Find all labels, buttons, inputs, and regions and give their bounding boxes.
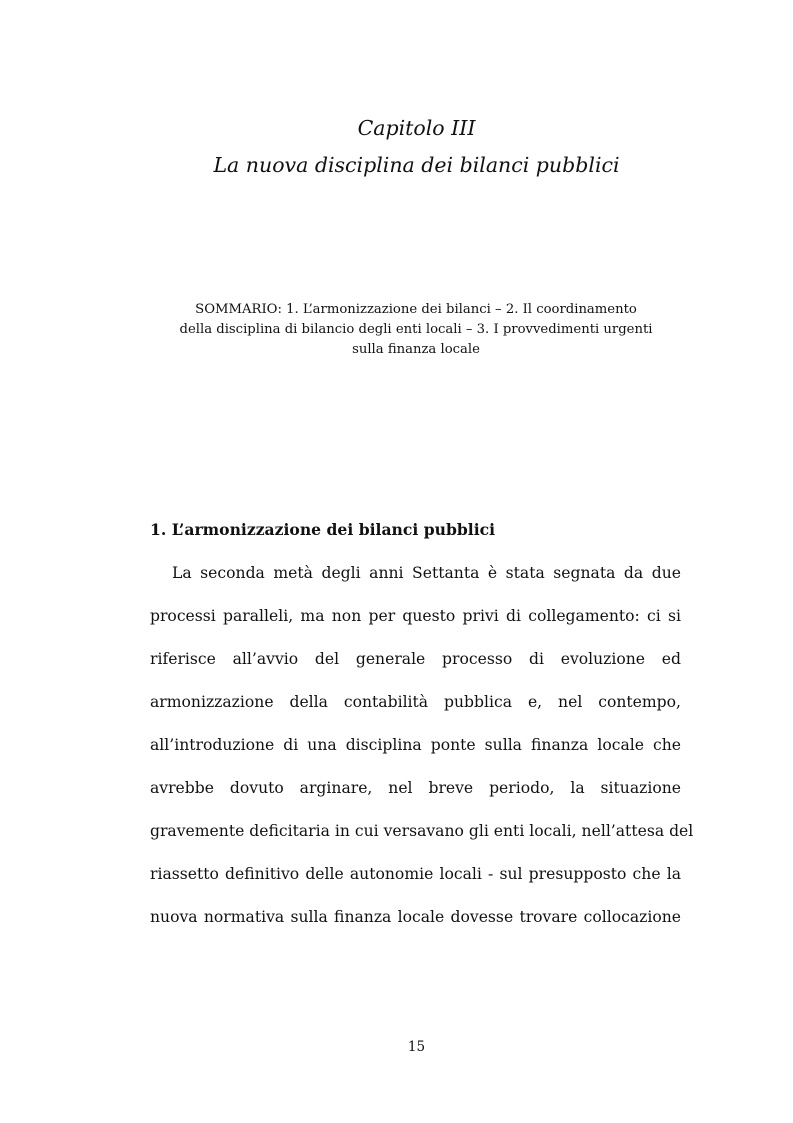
paragraph-line: riassetto definitivo delle autonomie locali - sul presupposto che la <box>150 865 681 883</box>
paragraph-line: avrebbe dovuto arginare, nel breve periodo, la situazione <box>150 779 681 797</box>
chapter-number: Capitolo III <box>357 116 476 140</box>
paragraph-line: nuova normativa sulla finanza locale dovesse trovare collocazione <box>150 908 681 926</box>
paragraph-line: gravemente deficitaria in cui versavano gli enti locali, nell’attesa del <box>150 822 694 840</box>
page-number: 15 <box>407 1039 426 1055</box>
paragraph-line: armonizzazione della contabilità pubblica e, nel contempo, <box>150 693 681 711</box>
paragraph-line: processi paralleli, ma non per questo privi di collegamento: ci si <box>150 607 681 625</box>
section-heading: 1. L’armonizzazione dei bilanci pubblici <box>150 520 496 539</box>
summary-line: SOMMARIO: 1. L’armonizzazione dei bilanci – 2. Il coordinamento <box>195 302 637 317</box>
paragraph-line: La seconda metà degli anni Settanta è stata segnata da due <box>172 564 681 582</box>
paragraph-line: riferisce all’avvio del generale processo di evoluzione ed <box>150 650 681 668</box>
body-paragraph <box>150 560 694 947</box>
paragraph-line: all’introduzione di una disciplina ponte sulla finanza locale che <box>150 736 681 754</box>
chapter-title: La nuova disciplina dei bilanci pubblici <box>213 153 620 177</box>
summary-line: sulla finanza locale <box>352 342 480 357</box>
chapter-summary <box>150 300 682 360</box>
summary-line: della disciplina di bilancio degli enti locali – 3. I provvedimenti urgenti <box>179 322 653 337</box>
